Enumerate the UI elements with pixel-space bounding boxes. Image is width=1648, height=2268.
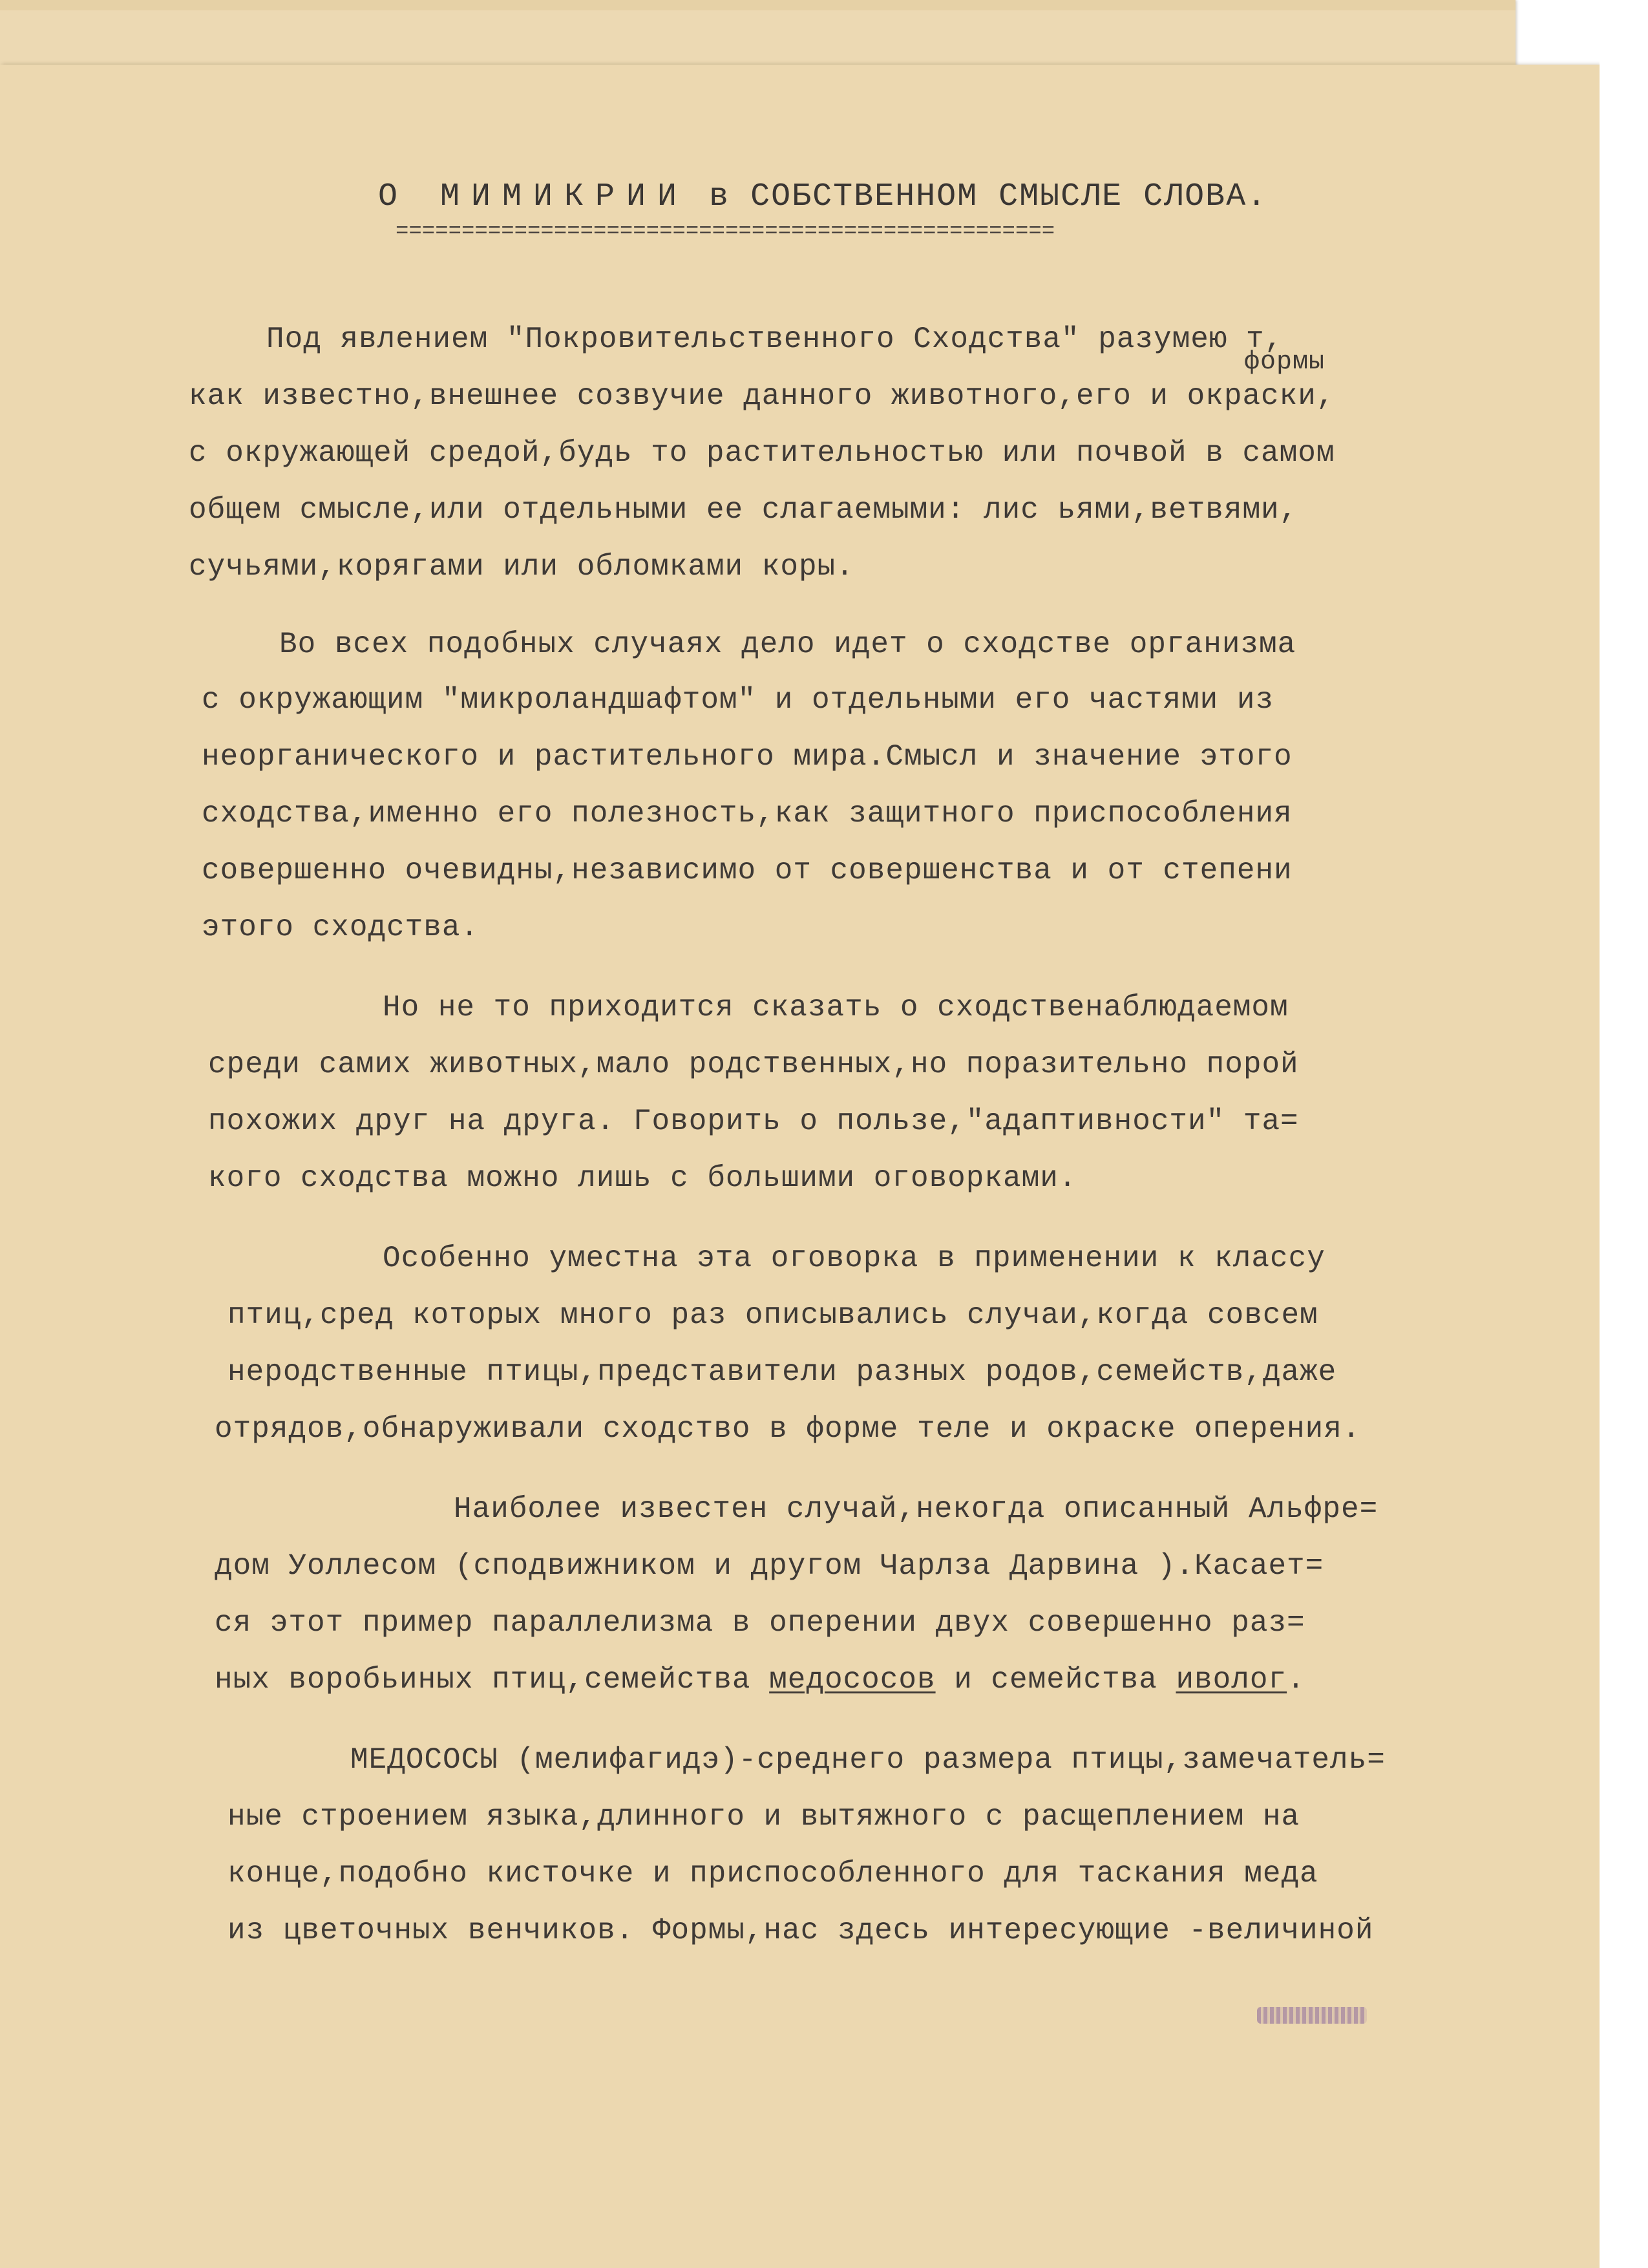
title-rest: в СОБСТВЕННОМ СМЫСЛЕ СЛОВА. [688,178,1268,215]
text-line-18: неродственные птицы,представители разных родов,семейств,даже [227,1355,1337,1389]
text-line-22: ся этот пример параллелизма в оперении двух совершенно раз= [215,1606,1305,1640]
handwritten-insertion: формы [1244,348,1326,377]
text-line-19: отрядов,обнаруживали сходство в форме теле и окраске оперения. [215,1412,1361,1446]
text-line-20: Наиболее известен случай,некогда описанный Альфре= [454,1492,1379,1526]
text-line-17: птиц,сред которых много раз описывались случаи,когда совсем [227,1298,1318,1332]
scan-margin [1600,0,1648,2268]
text-line-4: общем смысле,или отдельными ее слагаемыми: лис ьями,ветвями, [189,493,1298,527]
text-line-16: Особенно уместна эта оговорка в применении к классу [383,1242,1326,1275]
text-line-12: Но не то приходится сказать о сходственаблюдаемом [383,991,1289,1024]
text-line-6: Во всех подобных случаях дело идет о сходстве организма [279,628,1296,661]
typewritten-text [0,65,1600,2268]
document-title [378,178,1268,215]
document-page [0,65,1600,2268]
text-line-3: с окружающей средой,будь то растительностью или почвой в самом [189,436,1335,470]
title-underline: ================================================== [396,220,1055,244]
text-line-7: с окружающим "микроландшафтом" и отдельными его частями из [202,683,1274,717]
text-line-23-start: ных воробьиных птиц,семейства [215,1663,770,1697]
text-line-24: МЕДОСОСЫ (мелифагидэ)-среднего размера птицы,замечатель= [350,1743,1386,1777]
text-line-8: неорганического и растительного мира.Смысл и значение этого [202,740,1293,774]
text-line-21: дом Уоллесом (сподвижником и другом Чарлза Дарвина ).Касает= [215,1549,1324,1583]
text-line-1: Под явлением "Покровительственного Сходства" разумею т, [266,323,1284,356]
title-prefix: О МИМИКРИИ [378,178,689,215]
text-line-26: конце,подобно кисточке и приспособленного для таскания меда [227,1857,1318,1891]
text-line-25: ные строением языка,длинного и вытяжного с расщеплением на [227,1800,1300,1834]
text-line-15: кого сходства можно лишь с большими оговорками. [208,1161,1077,1195]
text-line-5: сучьями,корягами или обломками коры. [189,550,854,584]
stamp-mark [1257,2007,1367,2024]
text-line-2: как известно,внешнее созвучие данного животного,его и окраски, [189,379,1335,413]
text-line-10: совершенно очевидны,независимо от совершенства и от степени [202,854,1293,887]
text-line-23-end: . [1287,1663,1305,1697]
text-line-23-middle: и семейства [935,1663,1176,1697]
underlined-medososov: медососов [769,1663,936,1697]
sheet-edge [0,0,1516,10]
text-line-9: сходства,именно его полезность,как защитного приспособления [202,797,1293,831]
text-line-27: из цветочных венчиков. Формы,нас здесь интересующие -величиной [227,1914,1374,1947]
text-line-11: этого сходства. [202,911,480,944]
text-line-23 [215,1665,1305,1695]
text-line-13: среди самих животных,мало родственных,но поразительно порой [208,1048,1299,1081]
text-line-14: похожих друг на друга. Говорить о пользе,"адаптивности" та= [208,1105,1299,1138]
underlined-ivolog: иволог [1176,1663,1287,1697]
